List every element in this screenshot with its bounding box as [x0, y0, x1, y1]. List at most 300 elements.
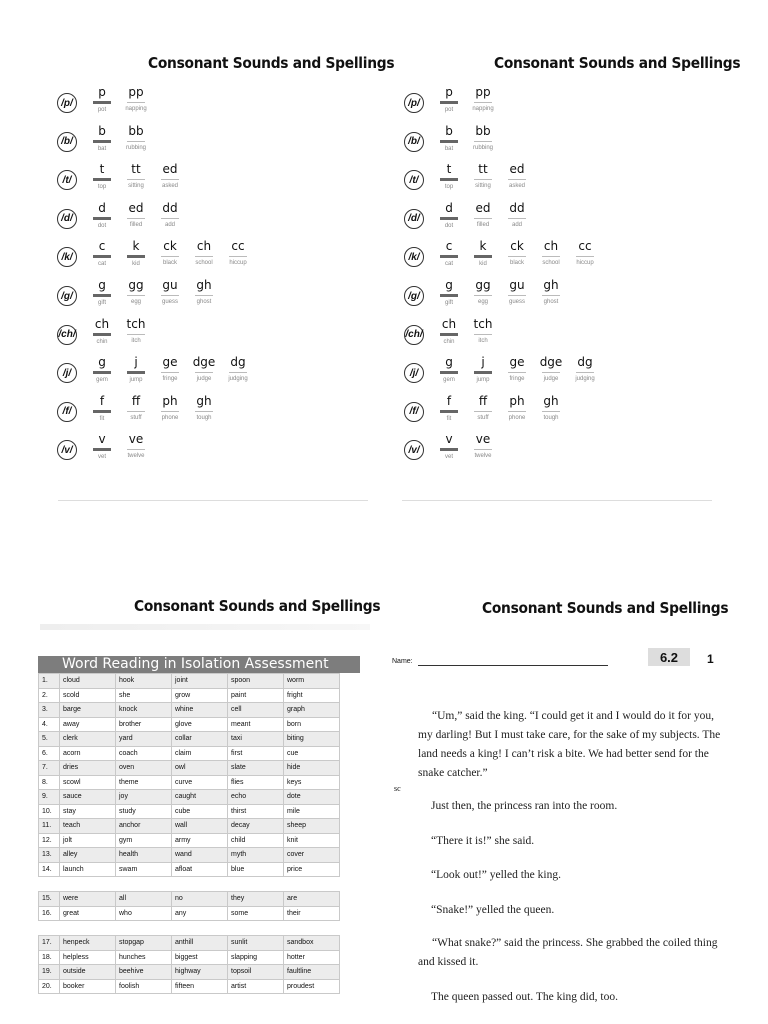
example-word: judging	[575, 376, 595, 383]
item-number: 1.	[39, 674, 60, 689]
spelling-bar	[127, 255, 145, 258]
divider	[402, 500, 712, 501]
spelling-bar	[508, 411, 526, 412]
spelling: dge	[192, 355, 216, 370]
word-cell: launch	[60, 862, 116, 877]
example-word: ghost	[543, 299, 559, 305]
spelling-card	[153, 239, 187, 267]
spelling-bar	[195, 256, 213, 257]
word-cell: acorn	[60, 746, 116, 761]
word-cell: stay	[60, 804, 116, 819]
table-row	[39, 790, 340, 805]
sound-badge: /t/	[57, 170, 77, 190]
spelling-bar	[127, 102, 145, 103]
spelling: ff	[478, 393, 488, 408]
spelling-bar	[161, 218, 179, 219]
spelling: ed	[475, 200, 491, 215]
example-word: jump	[476, 377, 490, 384]
spelling: cc	[231, 239, 245, 254]
spelling-bar	[440, 101, 458, 104]
spelling: gh	[543, 393, 559, 408]
spelling-bar	[93, 371, 111, 374]
example-word: napping	[472, 106, 494, 112]
word-cell: proudest	[284, 979, 340, 994]
example-word: tough	[543, 414, 559, 421]
word-cell: cloud	[60, 674, 116, 689]
spelling-bar	[127, 411, 145, 412]
spelling: pp	[128, 85, 144, 99]
spelling-card	[466, 162, 500, 190]
example-word: kid	[132, 261, 140, 268]
spelling-bar	[474, 449, 492, 450]
word-cell: teach	[60, 819, 116, 834]
spelling: ff	[131, 393, 141, 408]
story-paragraph: “Look out!” yelled the king.	[431, 869, 561, 881]
spelling-bar	[127, 141, 145, 142]
spelling-bar	[508, 179, 526, 180]
sound-badge: /k/	[57, 247, 77, 267]
spelling-card	[432, 317, 466, 346]
spelling-card	[85, 278, 119, 307]
example-word: bat	[444, 145, 454, 152]
spelling-card	[187, 394, 221, 422]
spelling-bar	[508, 372, 526, 373]
sound-row	[404, 239, 734, 277]
example-word: judging	[228, 376, 248, 383]
word-cell: dote	[284, 790, 340, 805]
word-cell: artist	[228, 979, 284, 994]
sound-badge: /f/	[57, 402, 77, 422]
word-cell: collar	[172, 732, 228, 747]
spelling-card	[85, 239, 119, 268]
spelling-card	[85, 162, 119, 191]
spelling-bar	[93, 333, 111, 336]
spelling-card	[466, 432, 500, 460]
spelling-card	[85, 394, 119, 423]
spelling: gu	[509, 278, 525, 292]
sound-badge: /g/	[57, 286, 77, 306]
spelling: gh	[196, 278, 212, 292]
sound-row	[404, 124, 734, 162]
word-cell: brother	[116, 717, 172, 732]
word-cell: biting	[284, 732, 340, 747]
spelling-card	[534, 239, 568, 267]
spelling-bar	[93, 294, 111, 297]
page-number: 1	[707, 652, 714, 666]
word-cell: anchor	[116, 819, 172, 834]
spelling-card	[153, 355, 187, 383]
example-word: sitting	[128, 183, 144, 190]
spelling: bb	[475, 123, 491, 138]
word-table-c	[38, 935, 340, 994]
word-cell: knit	[284, 833, 340, 848]
sound-row	[57, 201, 387, 239]
item-number: 16.	[39, 906, 60, 921]
story-paragraph: “Snake!” yelled the queen.	[431, 904, 555, 916]
spelling-card	[466, 85, 500, 113]
sound-row	[57, 432, 387, 470]
item-number: 17.	[39, 936, 60, 951]
sound-row	[57, 85, 387, 123]
spelling: tch	[126, 316, 146, 331]
spelling-card	[534, 355, 568, 383]
spelling-bar	[474, 255, 492, 258]
spelling-card	[119, 355, 153, 384]
word-cell: joy	[116, 790, 172, 805]
word-cell: scold	[60, 688, 116, 703]
word-cell: grow	[172, 688, 228, 703]
lower-right-title: Consonant Sounds and Spellings	[482, 599, 729, 617]
spelling-card	[466, 124, 500, 152]
spelling-bar	[440, 140, 458, 143]
word-cell: flies	[228, 775, 284, 790]
word-cell: sheep	[284, 819, 340, 834]
spelling-bar	[508, 295, 526, 296]
example-word: rubbing	[125, 144, 146, 151]
spelling-card	[500, 355, 534, 383]
spelling: j	[481, 355, 485, 370]
word-cell: caught	[172, 790, 228, 805]
spelling: gh	[196, 393, 212, 408]
example-word: twelve	[474, 453, 492, 460]
example-word: gift	[97, 300, 106, 306]
card-title: Consonant Sounds and Spellings	[148, 54, 395, 72]
spelling-bar	[161, 411, 179, 412]
spelling-card	[432, 278, 466, 307]
spelling-bar	[93, 140, 111, 143]
spelling-card	[432, 432, 466, 461]
example-word: stuff	[477, 414, 489, 421]
spelling-bar	[127, 449, 145, 450]
item-number: 15.	[39, 892, 60, 907]
example-word: top	[97, 184, 107, 191]
spelling-bar	[93, 410, 111, 413]
spelling: ed	[509, 162, 525, 177]
example-word: egg	[477, 299, 488, 305]
sound-row	[57, 355, 387, 393]
word-cell: owl	[172, 761, 228, 776]
word-cell: fifteen	[172, 979, 228, 994]
sound-badge: /t/	[404, 170, 424, 190]
sound-badge: /b/	[57, 132, 77, 152]
word-cell: wall	[172, 819, 228, 834]
example-word: stuff	[130, 414, 142, 421]
spelling-bar	[93, 217, 111, 220]
table-row	[39, 674, 340, 689]
example-word: add	[511, 221, 522, 228]
word-cell: great	[60, 906, 116, 921]
spelling-bar	[161, 372, 179, 373]
example-word: chin	[96, 338, 108, 345]
table-row	[39, 892, 340, 907]
word-cell: thirst	[228, 804, 284, 819]
table-row	[39, 746, 340, 761]
spelling-bar	[93, 178, 111, 181]
word-cell: gym	[116, 833, 172, 848]
word-cell: cube	[172, 804, 228, 819]
word-cell: whine	[172, 703, 228, 718]
word-cell: all	[116, 892, 172, 907]
word-cell: blue	[228, 862, 284, 877]
example-word: tough	[196, 414, 212, 421]
spelling-card	[466, 278, 500, 306]
spelling-bar	[542, 256, 560, 257]
word-cell: taxi	[228, 732, 284, 747]
example-word: ghost	[196, 299, 212, 305]
sound-badge: /ch/	[404, 325, 424, 345]
word-cell: dries	[60, 761, 116, 776]
word-cell: glove	[172, 717, 228, 732]
spelling: gu	[162, 278, 178, 292]
spelling: c	[445, 239, 453, 254]
example-word: filled	[476, 221, 490, 228]
word-cell: were	[60, 892, 116, 907]
spelling-bar	[542, 372, 560, 373]
item-number: 3.	[39, 703, 60, 718]
spelling-bar	[474, 102, 492, 103]
sound-badge: /b/	[404, 132, 424, 152]
spelling-card	[568, 239, 602, 267]
example-word: gift	[444, 300, 453, 306]
chart-card-left	[0, 0, 395, 520]
word-cell: helpless	[60, 950, 116, 965]
spelling: dd	[162, 200, 178, 215]
table-row	[39, 819, 340, 834]
spelling: tt	[478, 162, 488, 177]
spelling: f	[99, 393, 105, 408]
spelling-card	[153, 162, 187, 190]
spelling: v	[98, 432, 106, 447]
story-paragraph: Just then, the princess ran into the room.	[431, 800, 618, 812]
spelling: ge	[509, 355, 525, 370]
spelling-card	[500, 201, 534, 229]
spelling-bar	[161, 295, 179, 296]
word-cell: oven	[116, 761, 172, 776]
example-word: fringe	[509, 376, 525, 383]
sound-row	[404, 317, 734, 355]
word-cell: decay	[228, 819, 284, 834]
table-row	[39, 703, 340, 718]
spelling-card	[500, 239, 534, 267]
sound-badge: /j/	[404, 363, 424, 383]
word-cell: anthill	[172, 936, 228, 951]
spelling: gg	[128, 278, 144, 292]
word-cell: fright	[284, 688, 340, 703]
story-paragraph: “Um,” said the king. “I could get it and I would do it for you, my darling! But I must take care, for the sake of my subjects. The land needs a king! I can’t risk a bite. We had better send for the snake catcher.”	[418, 710, 721, 779]
spelling-card	[432, 355, 466, 384]
example-word: napping	[125, 106, 147, 112]
spelling-card	[432, 162, 466, 191]
spelling-bar	[440, 294, 458, 297]
item-number: 14.	[39, 862, 60, 877]
sound-badge: /k/	[404, 247, 424, 267]
chart-card-right	[384, 0, 768, 520]
spelling-card	[85, 432, 119, 461]
word-table-b	[38, 891, 340, 921]
assessment-title: Word Reading in Isolation Assessment	[38, 656, 360, 673]
word-cell: highway	[172, 965, 228, 980]
example-word: school	[542, 260, 560, 267]
assessment-sheet	[38, 656, 360, 994]
spelling-bar	[440, 178, 458, 181]
spelling: ed	[162, 162, 178, 177]
spelling-bar	[229, 372, 247, 373]
word-cell: slate	[228, 761, 284, 776]
word-cell: booker	[60, 979, 116, 994]
spelling: ch	[196, 239, 212, 254]
table-row	[39, 804, 340, 819]
spelling-card	[187, 355, 221, 383]
example-word: twelve	[127, 453, 145, 460]
spelling-card	[534, 394, 568, 422]
word-cell: worm	[284, 674, 340, 689]
spelling: ve	[128, 432, 144, 447]
word-cell: sauce	[60, 790, 116, 805]
example-word: judge	[196, 376, 212, 383]
table-row	[39, 775, 340, 790]
spelling: ch	[94, 316, 110, 331]
example-word: filled	[129, 221, 143, 228]
word-cell: claim	[172, 746, 228, 761]
word-cell: foolish	[116, 979, 172, 994]
word-cell: swam	[116, 862, 172, 877]
spelling-card	[500, 278, 534, 306]
example-word: guess	[161, 299, 178, 305]
sound-badge: /f/	[404, 402, 424, 422]
spelling-card	[466, 239, 500, 268]
name-line	[418, 665, 608, 666]
spelling-bar	[195, 372, 213, 373]
spelling-bar	[474, 218, 492, 219]
spelling: b	[98, 123, 106, 138]
example-word: fringe	[162, 376, 178, 383]
table-row	[39, 833, 340, 848]
example-word: rubbing	[472, 144, 493, 151]
spelling-bar	[474, 295, 492, 296]
word-cell: hotter	[284, 950, 340, 965]
sound-row	[404, 162, 734, 200]
spelling-bar	[127, 218, 145, 219]
sound-badge: /g/	[404, 286, 424, 306]
spelling-card	[466, 355, 500, 384]
spelling-bar	[542, 411, 560, 412]
spelling-bar	[127, 371, 145, 374]
example-word: black	[509, 260, 524, 267]
word-cell: graph	[284, 703, 340, 718]
item-number: 6.	[39, 746, 60, 761]
lesson-badge	[648, 648, 690, 666]
word-cell: outside	[60, 965, 116, 980]
spelling-card	[85, 355, 119, 384]
example-word: phone	[161, 414, 179, 421]
example-word: black	[162, 260, 177, 267]
item-number: 12.	[39, 833, 60, 848]
item-number: 10.	[39, 804, 60, 819]
spelling-card	[85, 317, 119, 346]
item-number: 19.	[39, 965, 60, 980]
word-cell: faultline	[284, 965, 340, 980]
sound-row	[57, 162, 387, 200]
sound-row	[57, 278, 387, 316]
spelling-bar	[474, 371, 492, 374]
example-word: cat	[444, 261, 453, 268]
sound-row	[404, 85, 734, 123]
word-cell: afloat	[172, 862, 228, 877]
word-cell: biggest	[172, 950, 228, 965]
spelling: ch	[543, 239, 559, 254]
word-cell: cue	[284, 746, 340, 761]
example-word: school	[195, 260, 213, 267]
spelling-card	[534, 278, 568, 306]
spelling: dg	[577, 355, 593, 370]
item-number: 9.	[39, 790, 60, 805]
word-cell: army	[172, 833, 228, 848]
spelling: p	[98, 85, 106, 99]
example-word: gem	[96, 377, 108, 384]
word-cell: child	[228, 833, 284, 848]
spelling: dge	[539, 355, 563, 370]
word-cell: cover	[284, 848, 340, 863]
word-cell: slapping	[228, 950, 284, 965]
word-cell: coach	[116, 746, 172, 761]
example-word: egg	[130, 299, 141, 305]
spelling-card	[153, 278, 187, 306]
sound-badge: /d/	[57, 209, 77, 229]
example-word: phone	[508, 414, 526, 421]
word-cell: jolt	[60, 833, 116, 848]
item-number: 7.	[39, 761, 60, 776]
sound-badge: /d/	[404, 209, 424, 229]
spelling-bar	[229, 256, 247, 257]
spelling: g	[445, 278, 453, 292]
word-cell: myth	[228, 848, 284, 863]
table-row	[39, 688, 340, 703]
sound-row	[57, 239, 387, 277]
spelling-bar	[127, 295, 145, 296]
spelling: k	[132, 239, 140, 254]
spelling-card	[119, 317, 153, 345]
spelling: d	[98, 200, 106, 215]
example-word: pot	[97, 107, 107, 113]
word-table-a	[38, 673, 340, 877]
spelling-card	[466, 394, 500, 422]
margin-note: sc	[394, 784, 401, 793]
sound-badge: /ch/	[57, 325, 77, 345]
spelling-card	[500, 394, 534, 422]
spelling: p	[445, 85, 453, 99]
word-cell: mile	[284, 804, 340, 819]
example-word: chin	[443, 338, 455, 345]
spelling: dd	[509, 200, 525, 215]
word-cell: hook	[116, 674, 172, 689]
word-cell: she	[116, 688, 172, 703]
word-cell: beehive	[116, 965, 172, 980]
word-cell: echo	[228, 790, 284, 805]
word-cell: yard	[116, 732, 172, 747]
word-cell: who	[116, 906, 172, 921]
table-row	[39, 761, 340, 776]
table-row	[39, 732, 340, 747]
word-cell: hunches	[116, 950, 172, 965]
item-number: 2.	[39, 688, 60, 703]
word-cell: stopgap	[116, 936, 172, 951]
spelling-bar	[127, 334, 145, 335]
example-word: kid	[479, 261, 487, 268]
item-number: 13.	[39, 848, 60, 863]
lesson-code: 6.2	[659, 649, 679, 665]
example-word: itch	[131, 337, 141, 344]
example-word: cat	[97, 261, 106, 268]
